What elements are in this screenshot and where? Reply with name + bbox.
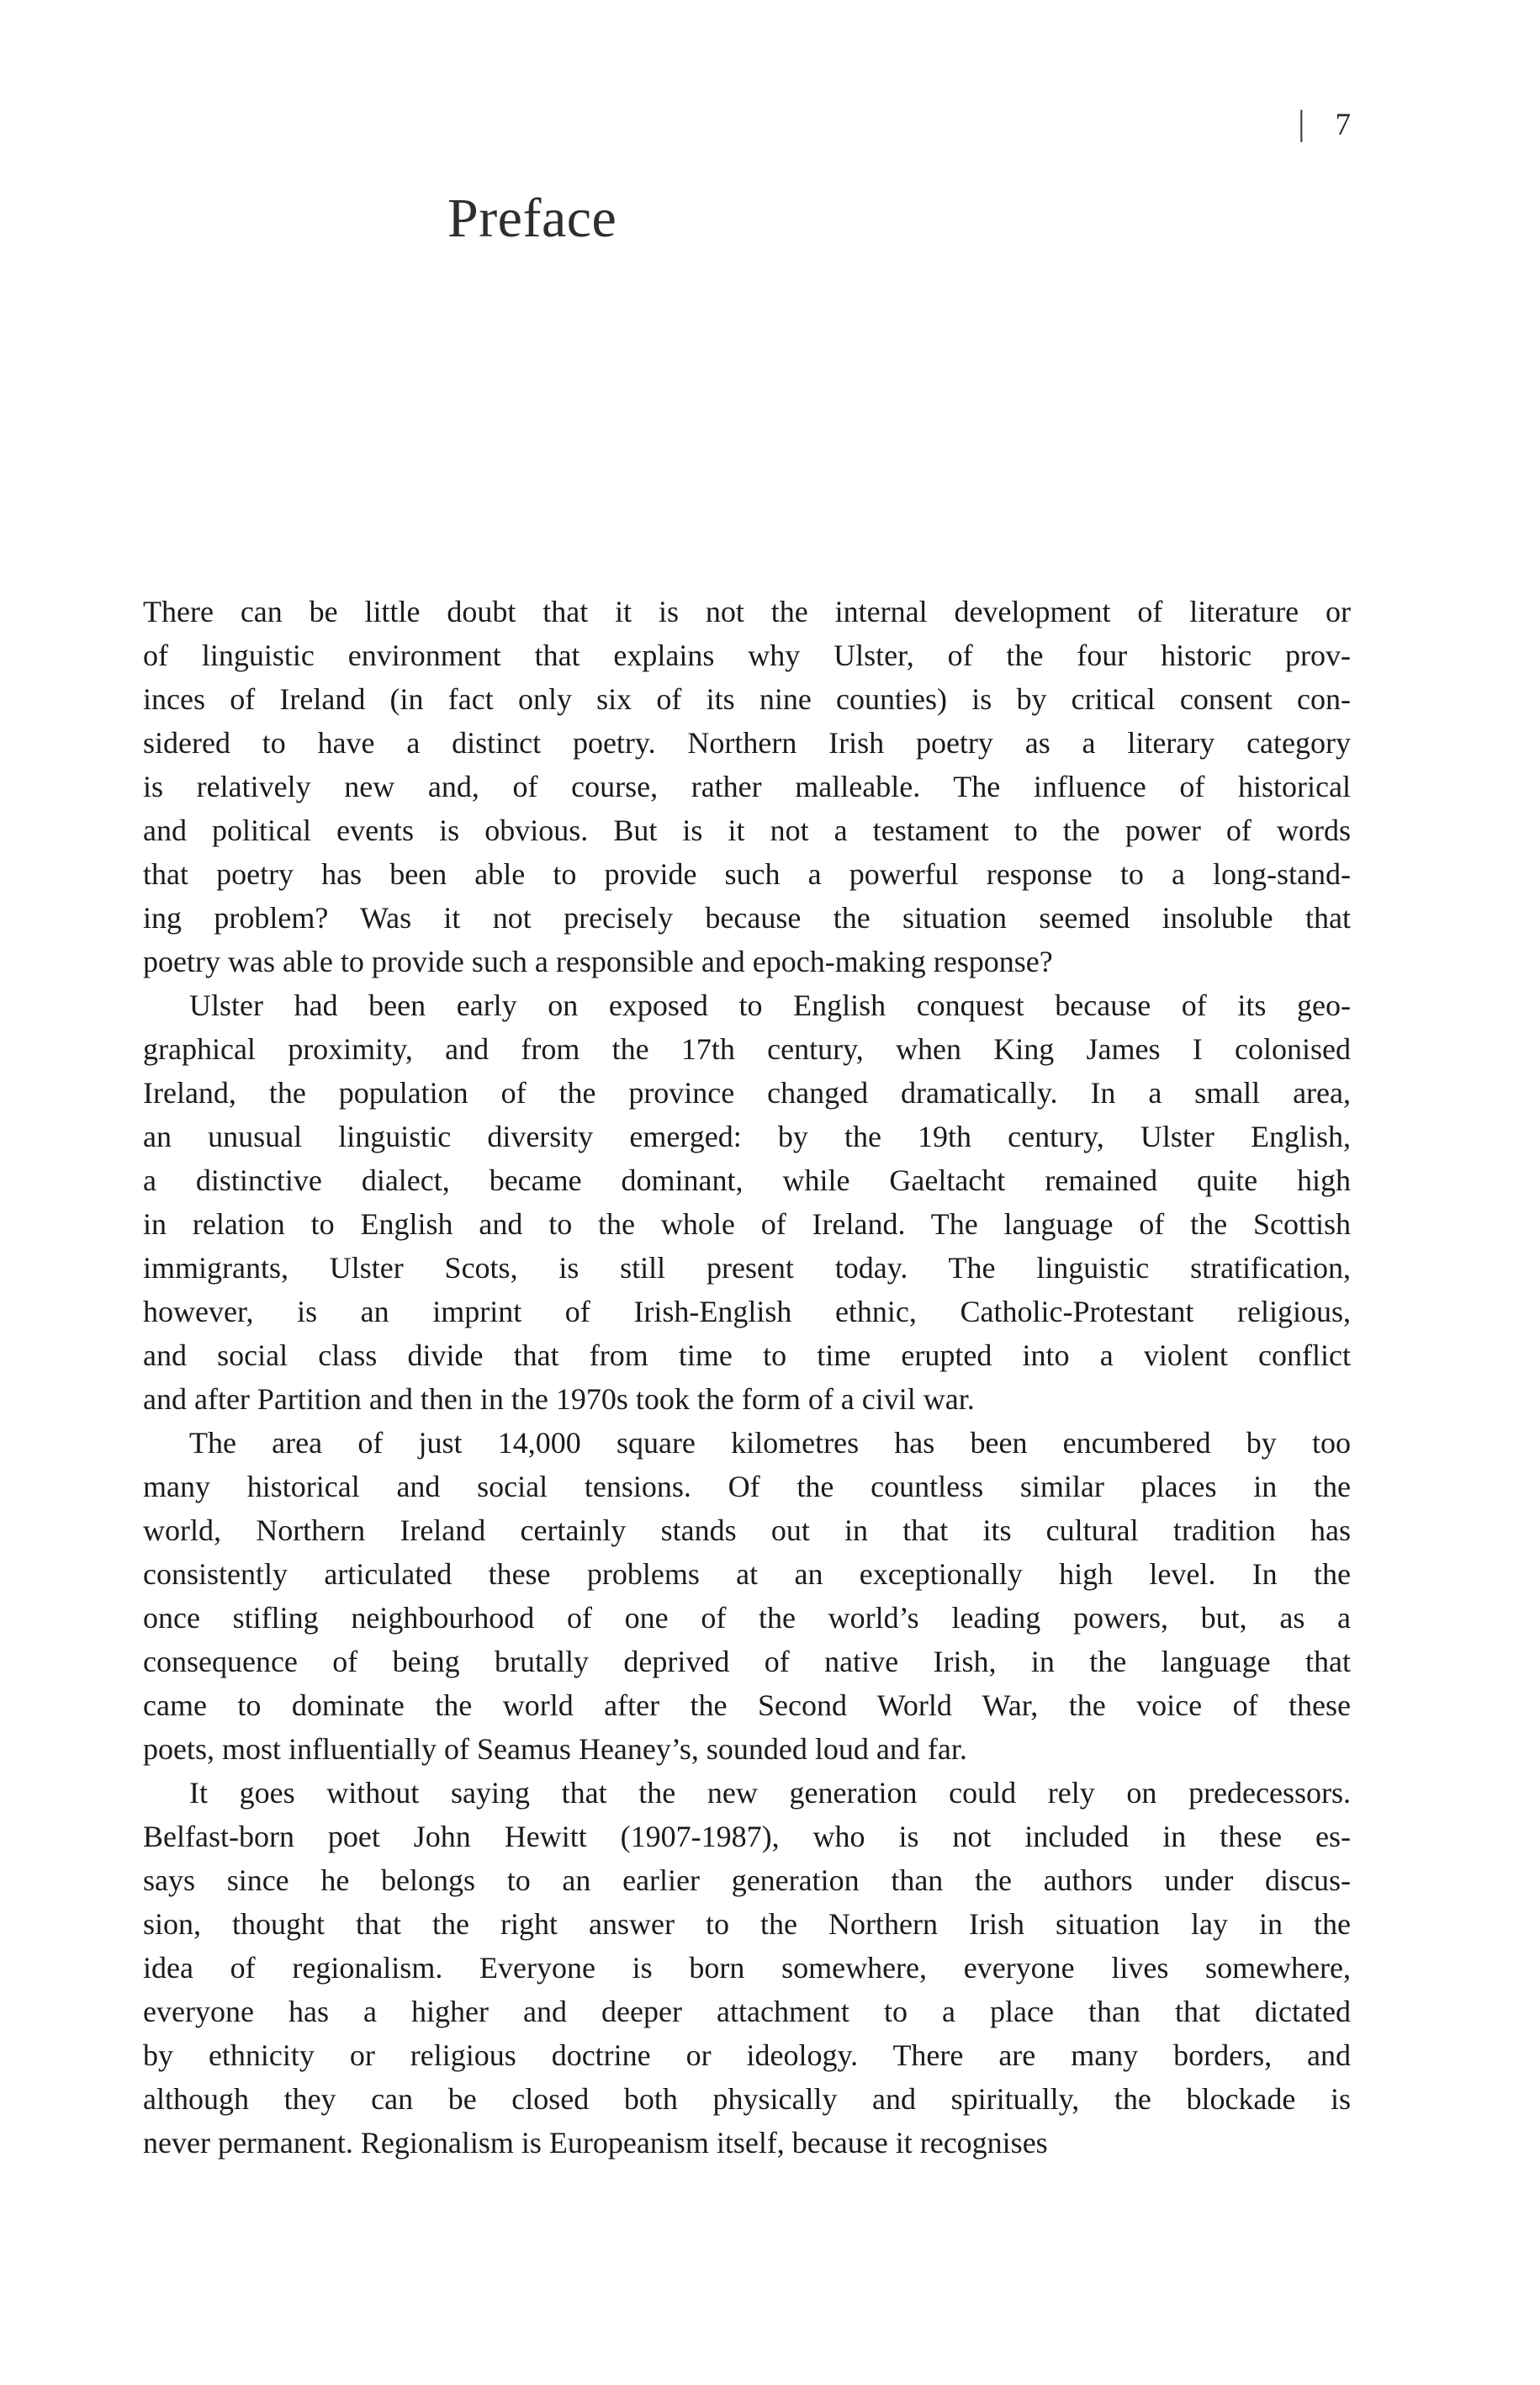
text-line: The area of just 14,000 square kilometres has been encumbered by too [189,1426,1351,1460]
text-line: and social class divide that from time to time erupted into a violent conflict [143,1338,1351,1372]
text-line: never permanent. Regionalism is Europeanism itself, because it recognises [143,2126,1048,2160]
text-line: and political events is obvious. But is it not a testament to the power of words [143,814,1351,847]
text-line: poets, most influentially of Seamus Heaney’s, sounded loud and far. [143,1732,967,1766]
text-line: poetry was able to provide such a responsible and epoch-making response? [143,945,1053,978]
text-line: Ulster had been early on exposed to English conquest because of its geo- [189,988,1351,1022]
body-text [143,590,1351,2165]
text-line: many historical and social tensions. Of the countless similar places in the [143,1470,1351,1503]
chapter-title: Preface [447,188,617,249]
page-header [0,106,1351,143]
text-line: although they can be closed both physically and spiritually, the blockade is [143,2082,1351,2116]
text-line: ing problem? Was it not precisely because the situation seemed insoluble that [143,901,1351,935]
text-line: is relatively new and, of course, rather malleable. The influence of historical [143,770,1351,803]
text-line: sidered to have a distinct poetry. Northern Irish poetry as a literary category [143,726,1351,760]
text-line: sion, thought that the right answer to the Northern Irish situation lay in the [143,1907,1351,1941]
text-line: graphical proximity, and from the 17th century, when King James I colonised [143,1032,1351,1066]
text-line: Belfast-born poet John Hewitt (1907-1987), who is not included in these es- [143,1820,1351,1853]
paragraph [143,590,1351,983]
page-number-separator: | [1298,104,1305,143]
text-line: everyone has a higher and deeper attachment to a place than that dictated [143,1995,1351,2028]
text-line: immigrants, Ulster Scots, is still present today. The linguistic stratification, [143,1251,1351,1285]
text-line: of linguistic environment that explains why Ulster, of the four historic prov- [143,639,1351,672]
text-line: once stifling neighbourhood of one of the world’s leading powers, but, as a [143,1601,1351,1635]
text-line: inces of Ireland (in fact only six of its nine counties) is by critical consent con- [143,682,1351,716]
text-line: by ethnicity or religious doctrine or ideology. There are many borders, and [143,2038,1351,2072]
paragraph [143,1771,1351,2165]
page-number: 7 [1335,108,1351,142]
paragraph [143,983,1351,1421]
text-line: that poetry has been able to provide such a powerful response to a long-stand- [143,857,1351,891]
text-line: Ireland, the population of the province changed dramatically. In a small area, [143,1076,1351,1110]
text-line: It goes without saying that the new generation could rely on predecessors. [189,1776,1351,1810]
text-line: and after Partition and then in the 1970s took the form of a civil war. [143,1382,975,1416]
text-line: There can be little doubt that it is not the internal development of literature or [143,595,1351,628]
text-line: came to dominate the world after the Second World War, the voice of these [143,1688,1351,1722]
paragraph [143,1421,1351,1771]
text-line: says since he belongs to an earlier generation than the authors under discus- [143,1863,1351,1897]
text-line: an unusual linguistic diversity emerged: by the 19th century, Ulster English, [143,1120,1351,1153]
text-line: world, Northern Ireland certainly stands out in that its cultural tradition has [143,1513,1351,1547]
text-line: consequence of being brutally deprived of native Irish, in the language that [143,1645,1351,1678]
text-line: a distinctive dialect, became dominant, while Gaeltacht remained quite high [143,1163,1351,1197]
text-line: however, is an imprint of Irish-English ethnic, Catholic-Protestant religious, [143,1295,1351,1328]
text-line: in relation to English and to the whole of Ireland. The language of the Scottish [143,1207,1351,1241]
text-line: consistently articulated these problems at an exceptionally high level. In the [143,1557,1351,1591]
text-line: idea of regionalism. Everyone is born somewhere, everyone lives somewhere, [143,1951,1351,1985]
